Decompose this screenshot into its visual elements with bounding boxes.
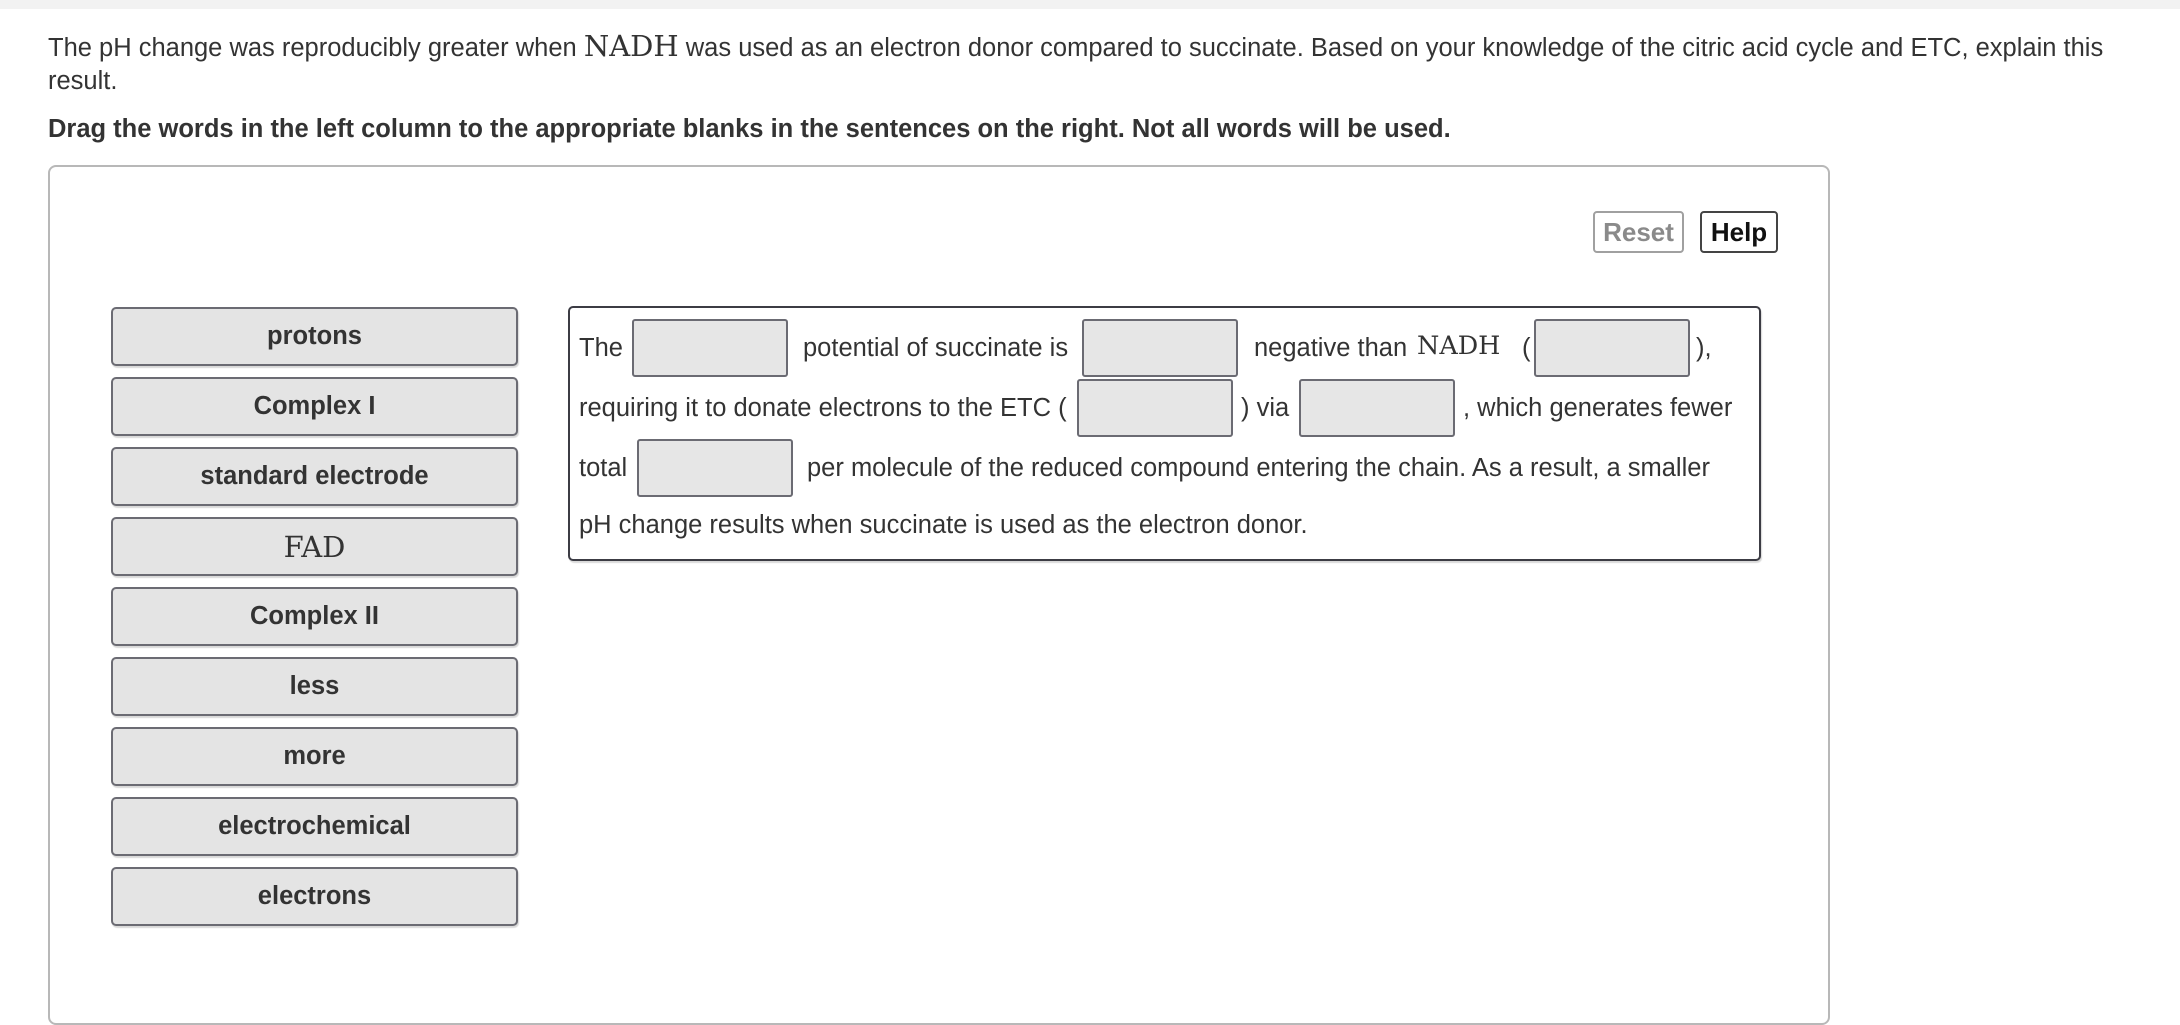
word-tile-electrochemical[interactable]: electrochemical: [111, 797, 518, 856]
question-math-nadh: NADH: [583, 29, 679, 63]
blank-2[interactable]: [1082, 319, 1238, 377]
sentence-text-7: , which generates fewer: [1463, 394, 1733, 422]
sentence-text-4: ),: [1696, 334, 1712, 362]
blank-6[interactable]: [637, 439, 793, 497]
word-tile-fad[interactable]: FAD: [111, 517, 518, 576]
word-tile-electrons[interactable]: electrons: [111, 867, 518, 926]
sentence-text-3: negative than: [1254, 334, 1408, 362]
word-tile-more[interactable]: more: [111, 727, 518, 786]
sentence-text-6: ) via: [1241, 394, 1290, 422]
sentence-text-10: pH change results when succinate is used as the electron donor.: [579, 511, 1308, 539]
sentence-text-9: per molecule of the reduced compound entering the chain. As a result, a smaller: [807, 454, 1710, 482]
question-text: [48, 30, 2158, 98]
word-tile-standard-electrode[interactable]: standard electrode: [111, 447, 518, 506]
blank-5[interactable]: [1299, 379, 1455, 437]
word-tile-less[interactable]: less: [111, 657, 518, 716]
sentence-math-nadh: NADH: [1417, 331, 1501, 361]
sentence-text-8: total: [579, 454, 628, 482]
reset-button[interactable]: Reset: [1593, 211, 1684, 253]
sentence-text-2: potential of succinate is: [803, 334, 1069, 362]
instruction-text: Drag the words in the left column to the appropriate blanks in the sentences on the right. Not all words will be used.: [48, 115, 1451, 143]
help-button[interactable]: Help: [1700, 211, 1778, 253]
blank-4[interactable]: [1077, 379, 1233, 437]
word-tile-complex-ii[interactable]: Complex II: [111, 587, 518, 646]
blank-1[interactable]: [632, 319, 788, 377]
blank-3[interactable]: [1534, 319, 1690, 377]
word-tile-complex-i[interactable]: Complex I: [111, 377, 518, 436]
sentence-text-5: requiring it to donate electrons to the ETC (: [579, 394, 1067, 422]
word-tile-protons[interactable]: protons: [111, 307, 518, 366]
question-part2: was used as an electron donor compared to succinate. Based on your knowledge of the citric acid cycle and ETC, explain this result.: [48, 34, 2104, 95]
top-strip: [0, 0, 2180, 9]
question-part1: The pH change was reproducibly greater when: [48, 34, 584, 62]
sentence-open-paren: (: [1522, 334, 1531, 362]
sentence-text-1: The: [579, 334, 623, 362]
